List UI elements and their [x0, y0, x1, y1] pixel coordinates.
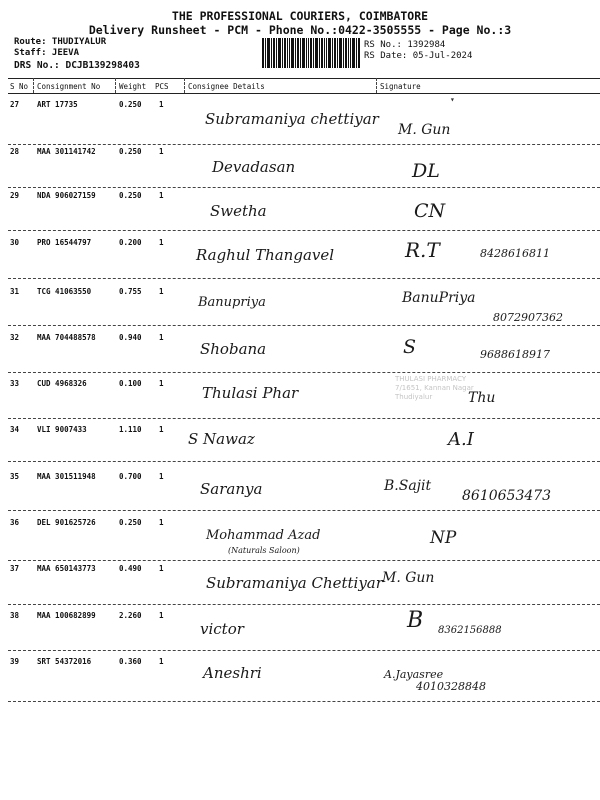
row-consignee-name: Raghul Thangavel	[196, 246, 335, 264]
col-divider	[33, 78, 34, 93]
row-sno: 39	[10, 657, 20, 666]
row-sno: 28	[10, 147, 20, 156]
row-separator	[8, 461, 600, 462]
company-title: THE PROFESSIONAL COURIERS, COIMBATORE	[171, 9, 429, 23]
row-pcs: 1	[159, 611, 164, 620]
row-consignee-name: victor	[200, 620, 244, 638]
header-bottom-rule	[8, 93, 600, 94]
row-sno: 37	[10, 564, 20, 573]
row-weight: 0.755	[119, 287, 142, 296]
row-weight: 2.260	[119, 611, 142, 620]
pharmacy-stamp: THULASI PHARMACY 7/1651, Kannan Nagar Thudiyalur	[395, 375, 474, 401]
row-signature-phone: 4010328848	[416, 680, 486, 693]
staff-label: Staff: JEEVA	[14, 48, 80, 58]
row-signature: NP	[430, 528, 457, 548]
row-signature-phone: 8072907362	[493, 311, 563, 324]
row-sno: 31	[10, 287, 20, 296]
row-weight: 0.250	[119, 191, 142, 200]
row-sno: 29	[10, 191, 20, 200]
row-weight: 0.250	[119, 100, 142, 109]
row-consignment: MAA 650143773	[37, 564, 96, 573]
row-consignee-name: Banupriya	[198, 295, 266, 310]
row-consignee-name: Devadasan	[212, 158, 296, 176]
row-sno: 32	[10, 333, 20, 342]
row-sno: 30	[10, 238, 20, 247]
row-sno: 34	[10, 425, 20, 434]
row-signature: B	[407, 608, 424, 633]
row-pcs: 1	[159, 425, 164, 434]
tick-mark-icon: ▾	[450, 95, 455, 104]
row-sno: 27	[10, 100, 20, 109]
row-pcs: 1	[159, 518, 164, 527]
row-signature: CN	[414, 200, 446, 222]
row-consignment: NDA 906027159	[37, 191, 96, 200]
row-consignee-name: Thulasi Phar	[202, 384, 299, 402]
row-weight: 0.490	[119, 564, 142, 573]
row-pcs: 1	[159, 657, 164, 666]
row-weight: 1.110	[119, 425, 142, 434]
row-weight: 0.360	[119, 657, 142, 666]
row-separator	[8, 510, 600, 511]
row-consignment: MAA 704488578	[37, 333, 96, 342]
row-separator	[8, 701, 600, 702]
barcode-image	[262, 38, 360, 68]
drs-number: DRS No.: DCJB139298403	[14, 60, 140, 71]
row-separator	[8, 187, 600, 188]
row-consignment: VLI 9007433	[37, 425, 87, 434]
row-consignment: TCG 41063550	[37, 287, 92, 296]
col-header-signature: Signature	[380, 82, 421, 91]
row-signature: S	[403, 336, 417, 358]
col-header-consignment: Consignment No	[37, 82, 101, 91]
row-signature-phone: 9688618917	[480, 348, 550, 361]
row-pcs: 1	[159, 472, 164, 481]
row-consignee-name: Subramaniya Chettiyar	[206, 574, 383, 592]
row-pcs: 1	[159, 147, 164, 156]
row-signature: A.Jayasree	[384, 668, 444, 681]
row-pcs: 1	[159, 191, 164, 200]
row-weight: 0.250	[119, 518, 142, 527]
row-pcs: 1	[159, 564, 164, 573]
row-consignment: MAA 100682899	[37, 611, 96, 620]
row-weight: 0.100	[119, 379, 142, 388]
row-signature: B.Sajit	[384, 478, 432, 494]
row-signature-phone: 8428616811	[480, 247, 550, 260]
row-consignment: DEL 901625726	[37, 518, 96, 527]
row-signature-phone: 8362156888	[438, 625, 502, 636]
row-sno: 33	[10, 379, 20, 388]
row-consignment: SRT 54372016	[37, 657, 92, 666]
row-pcs: 1	[159, 100, 164, 109]
col-divider	[184, 78, 185, 93]
row-signature: Thu	[468, 390, 496, 406]
route-label: Route: THUDIYALUR	[14, 37, 107, 47]
row-signature: BanuPriya	[402, 290, 476, 306]
row-sno: 38	[10, 611, 20, 620]
row-signature: M. Gun	[398, 122, 451, 138]
row-consignee-name: Mohammad Azad	[206, 528, 321, 543]
col-header-sno: S No	[10, 82, 29, 91]
row-weight: 0.200	[119, 238, 142, 247]
row-pcs: 1	[159, 333, 164, 342]
table-top-rule	[8, 78, 600, 79]
row-separator	[8, 278, 600, 279]
row-consignment: ART 17735	[37, 100, 78, 109]
row-consignee-name: Subramaniya chettiyar	[205, 110, 379, 128]
rs-date: RS Date: 05-Jul-2024	[364, 51, 473, 61]
row-separator	[8, 418, 600, 419]
row-weight: 0.940	[119, 333, 142, 342]
row-weight: 0.250	[119, 147, 142, 156]
row-signature: DL	[412, 160, 440, 182]
row-separator	[8, 144, 600, 145]
row-consignee-name: S Nawaz	[188, 430, 255, 448]
row-consignee-name: Swetha	[210, 202, 267, 220]
col-header-pcs: PCS	[155, 82, 169, 91]
row-pcs: 1	[159, 238, 164, 247]
row-separator	[8, 372, 600, 373]
row-consignee-name: Shobana	[200, 340, 267, 358]
row-signature: R.T	[405, 238, 440, 262]
row-sno: 35	[10, 472, 20, 481]
row-sno: 36	[10, 518, 20, 527]
col-header-consignee: Consignee Details	[188, 82, 265, 91]
row-pcs: 1	[159, 379, 164, 388]
runsheet-subtitle: Delivery Runsheet - PCM - Phone No.:0422-3505555 - Page No.:3	[88, 23, 512, 37]
row-consignee-note: (Naturals Saloon)	[228, 546, 300, 555]
row-signature: M. Gun	[382, 570, 435, 586]
row-consignment: PRO 16544797	[37, 238, 92, 247]
row-pcs: 1	[159, 287, 164, 296]
row-consignee-name: Aneshri	[203, 664, 262, 682]
row-signature-phone: 8610653473	[462, 488, 552, 504]
rs-number: RS No.: 1392984	[364, 40, 446, 50]
row-separator	[8, 650, 600, 651]
col-divider	[115, 78, 116, 93]
row-consignment: MAA 301141742	[37, 147, 96, 156]
row-consignee-name: Saranya	[200, 480, 263, 498]
row-weight: 0.700	[119, 472, 142, 481]
row-separator	[8, 325, 600, 326]
row-consignment: MAA 301511948	[37, 472, 96, 481]
row-consignment: CUD 4968326	[37, 379, 87, 388]
row-separator	[8, 560, 600, 561]
row-signature: A.I	[448, 429, 474, 450]
row-separator	[8, 604, 600, 605]
row-separator	[8, 230, 600, 231]
col-divider	[376, 78, 377, 93]
col-header-weight: Weight	[119, 82, 147, 91]
